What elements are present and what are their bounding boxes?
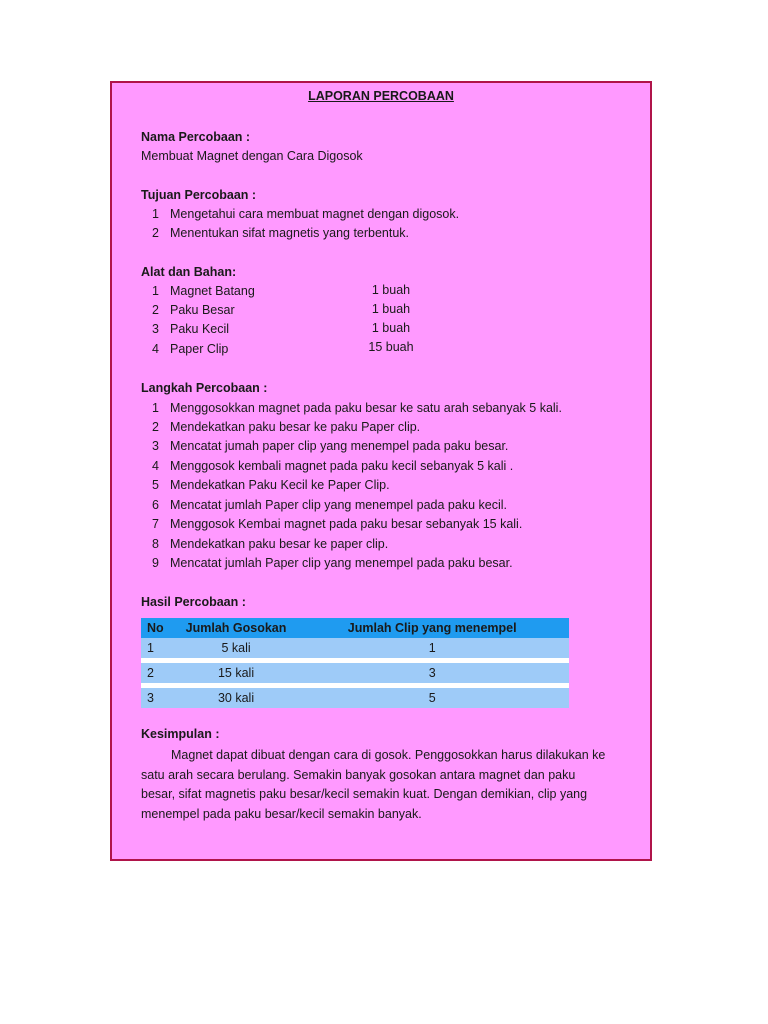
item-number: 3 xyxy=(152,322,159,336)
item-text: Paku Kecil xyxy=(170,322,230,336)
list-item xyxy=(141,226,621,246)
tujuan-heading: Tujuan Percobaan : xyxy=(141,188,257,202)
item-text: Mendekatkan Paku Kecil ke Paper Clip. xyxy=(170,478,390,492)
table-row xyxy=(141,638,569,658)
item-text: Mencatat jumlah Paper clip yang menempel pada paku besar. xyxy=(170,556,513,570)
langkah-heading: Langkah Percobaan : xyxy=(141,381,268,395)
cell-gosokan: 30 kali xyxy=(177,688,296,708)
item-text: Menggosok Kembai magnet pada paku besar sebanyak 15 kali. xyxy=(170,517,523,531)
cell-no: 1 xyxy=(141,638,177,658)
table-header-row xyxy=(141,618,569,638)
column-header-clip: Jumlah Clip yang menempel xyxy=(295,618,569,638)
item-number: 4 xyxy=(152,459,159,473)
cell-clip: 1 xyxy=(295,638,569,658)
list-item xyxy=(141,459,621,479)
list-item xyxy=(141,439,621,459)
item-text: Magnet Batang xyxy=(170,284,255,298)
list-item xyxy=(141,556,621,576)
cell-clip: 3 xyxy=(295,663,569,683)
table-row xyxy=(141,688,569,708)
nama-heading: Nama Percobaan : xyxy=(141,130,251,144)
list-item xyxy=(141,342,621,362)
list-item xyxy=(141,517,621,537)
item-number: 2 xyxy=(152,420,159,434)
nama-text: Membuat Magnet dengan Cara Digosok xyxy=(141,149,363,163)
item-text: Menggosokkan magnet pada paku besar ke satu arah sebanyak 5 kali. xyxy=(170,401,562,415)
item-text: Paper Clip xyxy=(170,342,229,356)
item-text: Menentukan sifat magnetis yang terbentuk. xyxy=(170,226,410,240)
cell-gosokan: 5 kali xyxy=(177,638,296,658)
item-quantity: 1 buah xyxy=(371,321,411,335)
item-text: Mencatat jumlah Paper clip yang menempel pada paku kecil. xyxy=(170,498,507,512)
list-item xyxy=(141,537,621,557)
item-quantity: 1 buah xyxy=(371,302,411,316)
cell-no: 2 xyxy=(141,663,177,683)
kesimpulan-text: Magnet dapat dibuat dengan cara di gosok. Penggosokkan harus dilakukan ke satu arah secara berulang. Semakin banyak gosokan antara magnet dan paku besar, sifat magnetis paku besar/kecil semakin kuat. Dengan demikian, clip yang menempel pada paku besar/kecil semakin banyak. xyxy=(141,748,606,821)
item-number: 4 xyxy=(152,342,159,356)
list-item xyxy=(141,498,621,518)
cell-clip: 5 xyxy=(295,688,569,708)
page-title: LAPORAN PERCOBAAN xyxy=(308,89,454,103)
item-text: Mendekatkan paku besar ke paper clip. xyxy=(170,537,389,551)
cell-gosokan: 15 kali xyxy=(177,663,296,683)
item-number: 7 xyxy=(152,517,159,531)
item-text: Mencatat jumah paper clip yang menempel pada paku besar. xyxy=(170,439,509,453)
item-number: 2 xyxy=(152,303,159,317)
item-number: 1 xyxy=(152,207,159,221)
table-row xyxy=(141,663,569,683)
item-text: Paku Besar xyxy=(170,303,235,317)
item-number: 1 xyxy=(152,284,159,298)
item-number: 1 xyxy=(152,401,159,415)
report-page xyxy=(110,81,652,861)
column-header-no: No xyxy=(141,618,177,638)
item-text: Menggosok kembali magnet pada paku kecil sebanyak 5 kali . xyxy=(170,459,514,473)
list-item xyxy=(141,284,621,304)
list-item xyxy=(141,322,621,342)
item-quantity: 15 buah xyxy=(368,340,414,354)
item-number: 5 xyxy=(152,478,159,492)
results-table xyxy=(141,618,569,708)
cell-no: 3 xyxy=(141,688,177,708)
kesimpulan-heading: Kesimpulan : xyxy=(141,727,220,741)
list-item xyxy=(141,303,621,323)
item-number: 2 xyxy=(152,226,159,240)
list-item xyxy=(141,207,621,227)
item-quantity: 1 buah xyxy=(371,283,411,297)
list-item xyxy=(141,401,621,421)
item-number: 8 xyxy=(152,537,159,551)
item-number: 3 xyxy=(152,439,159,453)
column-header-gosokan: Jumlah Gosokan xyxy=(177,618,296,638)
alat-heading: Alat dan Bahan: xyxy=(141,265,237,279)
list-item xyxy=(141,478,621,498)
item-text: Mengetahui cara membuat magnet dengan digosok. xyxy=(170,207,460,221)
item-number: 9 xyxy=(152,556,159,570)
item-text: Mendekatkan paku besar ke paku Paper clip. xyxy=(170,420,421,434)
list-item xyxy=(141,420,621,440)
hasil-heading: Hasil Percobaan : xyxy=(141,595,246,609)
item-number: 6 xyxy=(152,498,159,512)
